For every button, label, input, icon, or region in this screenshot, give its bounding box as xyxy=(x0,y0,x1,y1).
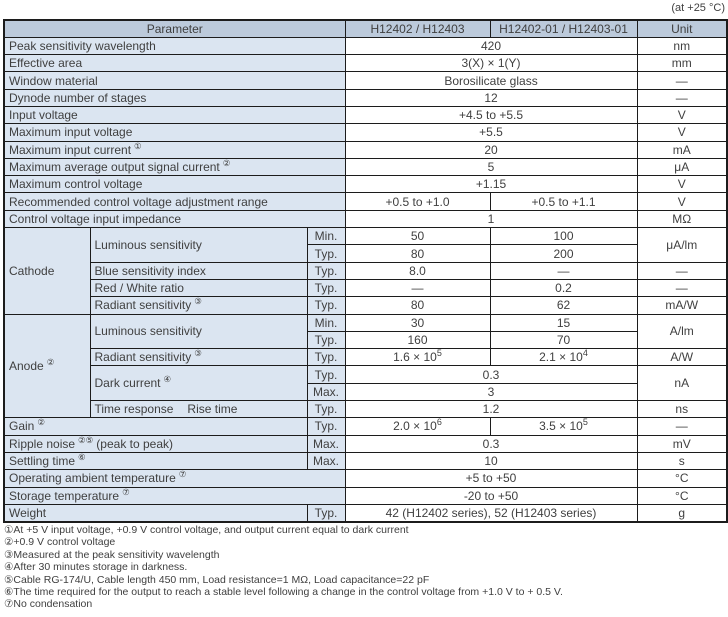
value-cell-model-b: $3.5 \times 10^5$ xyxy=(490,418,637,435)
condition-cell: Max. xyxy=(307,383,345,400)
value-cell-model-a: $1.6 \times 10^5$ xyxy=(345,349,490,366)
param-cell: Blue sensitivity index xyxy=(90,262,307,279)
param-cell: Recommended control voltage adjustment range xyxy=(4,193,345,210)
table-row xyxy=(4,37,727,54)
footnote-line: ⑥The time required for the output to reach a stable level following a change in the control voltage from +1.0 V to + 0.5 V. xyxy=(4,586,563,599)
param-cell: Luminous sensitivity xyxy=(90,228,307,263)
value-cell-model-a: +0.5 to +1.0 xyxy=(345,193,490,210)
param-cell: Weight xyxy=(4,504,307,521)
unit-cell: A/lm xyxy=(637,314,727,349)
unit-cell: — xyxy=(637,262,727,279)
value-cell-model-a: $2.0 \times 10^6$ xyxy=(345,418,490,435)
value-cell-model-b: — xyxy=(490,262,637,279)
footnote-ref: ③ xyxy=(194,296,202,307)
footnotes-block xyxy=(4,524,563,611)
table-row xyxy=(4,435,727,452)
unit-cell: nA xyxy=(637,366,727,401)
condition-cell: Typ. xyxy=(307,331,345,348)
footnote-ref: ② xyxy=(222,158,231,169)
condition-cell: Typ. xyxy=(307,418,345,435)
condition-cell: Typ. xyxy=(307,504,345,521)
value-cell: 10 xyxy=(345,452,637,469)
value-cell: 1.2 xyxy=(345,401,637,418)
unit-cell: V xyxy=(637,193,727,210)
condition-cell: Typ. xyxy=(307,297,345,314)
value-cell: 420 xyxy=(345,37,637,54)
unit-cell: V xyxy=(637,124,727,141)
value-cell: 5 xyxy=(345,158,637,175)
value-cell-model-b: 0.2 xyxy=(490,279,637,296)
value-cell-model-a: — xyxy=(345,279,490,296)
header-model-b: H12402-01 / H12403-01 xyxy=(490,20,637,37)
param-cell: Radiant sensitivity ③ xyxy=(90,349,307,366)
exponent: 4 xyxy=(582,348,588,359)
value-cell-model-b: 62 xyxy=(490,297,637,314)
condition-cell: Typ. xyxy=(307,349,345,366)
param-cell: Radiant sensitivity ③ xyxy=(90,297,307,314)
table-row xyxy=(4,279,727,296)
param-cell: Dark current ④ xyxy=(90,366,307,401)
footnote-ref: ⑥ xyxy=(78,452,86,463)
unit-cell: mV xyxy=(637,435,727,452)
value-cell: 20 xyxy=(345,141,637,158)
table-row xyxy=(4,158,727,175)
table-row xyxy=(4,228,727,245)
table-row xyxy=(4,314,727,331)
table-row xyxy=(4,106,727,123)
unit-cell: V xyxy=(637,176,727,193)
param-cell: Dynode number of stages xyxy=(4,89,345,106)
value-cell: 3(X) × 1(Y) xyxy=(345,55,637,72)
condition-cell: Min. xyxy=(307,228,345,245)
table-row xyxy=(4,349,727,366)
condition-cell: Typ. xyxy=(307,279,345,296)
param-cell: Maximum input current ① xyxy=(4,141,345,158)
table-row xyxy=(4,176,727,193)
param-cell: Settling time ⑥ xyxy=(4,452,307,469)
unit-cell: ns xyxy=(637,401,727,418)
unit-cell: — xyxy=(637,279,727,296)
table-row xyxy=(4,487,727,504)
param-cell: Gain ② xyxy=(4,418,307,435)
value-cell: +4.5 to +5.5 xyxy=(345,106,637,123)
table-row xyxy=(4,210,727,227)
footnote-ref: ⑦ xyxy=(122,487,130,497)
footnote-line: ③Measured at the peak sensitivity wavelength xyxy=(4,548,220,561)
table-row xyxy=(4,72,727,89)
param-cell: Ripple noise ②⑤ (peak to peak) xyxy=(4,435,307,452)
unit-cell: MΩ xyxy=(637,210,727,227)
exponent: 6 xyxy=(436,417,442,428)
footnote-ref: ③ xyxy=(194,348,202,359)
condition-cell: Typ. xyxy=(307,366,345,383)
table-row xyxy=(4,262,727,279)
value-cell-model-b: 15 xyxy=(490,314,637,331)
value-cell-model-a: 8.0 xyxy=(345,262,490,279)
value-cell-model-a: 160 xyxy=(345,331,490,348)
value-cell-model-b: $2.1 \times 10^4$ xyxy=(490,349,637,366)
value-cell: +5.5 xyxy=(345,124,637,141)
footnote-line: ⑦No condensation xyxy=(4,598,93,611)
table-row xyxy=(4,124,727,141)
header-unit: Unit xyxy=(637,20,727,37)
unit-cell: — xyxy=(637,89,727,106)
footnote-line: ⑤Cable RG-174/U, Cable length 450 mm, Load resistance=1 MΩ, Load capacitance=22 pF xyxy=(4,573,430,586)
unit-cell: g xyxy=(637,504,727,521)
value-cell: Borosilicate glass xyxy=(345,72,637,89)
value-cell: -20 to +50 xyxy=(345,487,637,504)
param-cell: Peak sensitivity wavelength xyxy=(4,37,345,54)
table-header-row xyxy=(4,20,727,37)
value-cell-model-a: 50 xyxy=(345,228,490,245)
table-row xyxy=(4,366,727,383)
specifications-table xyxy=(3,19,728,523)
param-cell: Effective area xyxy=(4,55,345,72)
header-parameter: Parameter xyxy=(4,20,345,37)
param-cell: Maximum input voltage xyxy=(4,124,345,141)
condition-cell: Typ. xyxy=(307,262,345,279)
table-row xyxy=(4,141,727,158)
value-cell: 42 (H12402 series), 52 (H12403 series) xyxy=(345,504,637,521)
param-cell: Maximum control voltage xyxy=(4,176,345,193)
unit-cell: μA/lm xyxy=(637,228,727,263)
table-row xyxy=(4,193,727,210)
footnote-ref: ① xyxy=(134,141,142,151)
group-cell-anode: Anode ② xyxy=(4,314,90,418)
value-cell: 1 xyxy=(345,210,637,227)
unit-cell: — xyxy=(637,418,727,435)
footnote-ref: ⑦ xyxy=(178,469,187,480)
value-cell-model-a: 30 xyxy=(345,314,490,331)
condition-cell: Max. xyxy=(307,452,345,469)
condition-cell: Min. xyxy=(307,314,345,331)
table-row xyxy=(4,504,727,521)
param-cell: Red / White ratio xyxy=(90,279,307,296)
header-model-a: H12402 / H12403 xyxy=(345,20,490,37)
value-cell-model-a: 80 xyxy=(345,297,490,314)
unit-cell: nm xyxy=(637,37,727,54)
value-cell: 0.3 xyxy=(345,435,637,452)
table-row xyxy=(4,401,727,418)
param-cell: Window material xyxy=(4,72,345,89)
condition-cell: Typ. xyxy=(307,401,345,418)
unit-cell: °C xyxy=(637,487,727,504)
table-row xyxy=(4,55,727,72)
value-cell-model-b: +0.5 to +1.1 xyxy=(490,193,637,210)
unit-cell: mA xyxy=(637,141,727,158)
footnote-ref: ② xyxy=(37,417,45,428)
param-cell: Operating ambient temperature ⑦ xyxy=(4,470,345,487)
unit-cell: μA xyxy=(637,158,727,175)
value-cell: 12 xyxy=(345,89,637,106)
value-cell: 0.3 xyxy=(345,366,637,383)
table-row xyxy=(4,89,727,106)
param-cell: Time response Rise time xyxy=(90,401,307,418)
unit-cell: — xyxy=(637,72,727,89)
param-cell: Input voltage xyxy=(4,106,345,123)
footnote-line: ①At +5 V input voltage, +0.9 V control voltage, and output current equal to dark current xyxy=(4,524,409,536)
value-cell: +5 to +50 xyxy=(345,470,637,487)
unit-cell: °C xyxy=(637,470,727,487)
value-cell-model-b: 70 xyxy=(490,331,637,348)
condition-cell: Typ. xyxy=(307,245,345,262)
table-row xyxy=(4,297,727,314)
value-cell: +1.15 xyxy=(345,176,637,193)
value-cell: 3 xyxy=(345,383,637,400)
temperature-condition-note: (at +25 °C) xyxy=(671,2,725,14)
table-row xyxy=(4,452,727,469)
param-cell: Control voltage input impedance xyxy=(4,210,345,227)
value-cell-model-b: 200 xyxy=(490,245,637,262)
param-cell: Luminous sensitivity xyxy=(90,314,307,349)
footnote-ref: ④ xyxy=(163,374,172,385)
exponent: 5 xyxy=(436,348,442,359)
footnote-line: ④After 30 minutes storage in darkness. xyxy=(4,561,188,574)
param-cell: Maximum average output signal current ② xyxy=(4,158,345,175)
group-cell-cathode: Cathode xyxy=(4,228,90,314)
footnote-ref: ② xyxy=(46,356,55,367)
unit-cell: s xyxy=(637,452,727,469)
footnote-ref: ②⑤ xyxy=(78,435,94,445)
table-row xyxy=(4,418,727,435)
value-cell-model-a: 80 xyxy=(345,245,490,262)
value-cell-model-b: 100 xyxy=(490,228,637,245)
table-row xyxy=(4,470,727,487)
unit-cell: mm xyxy=(637,55,727,72)
unit-cell: A/W xyxy=(637,349,727,366)
unit-cell: V xyxy=(637,106,727,123)
unit-cell: mA/W xyxy=(637,297,727,314)
footnote-line: ②+0.9 V control voltage xyxy=(4,536,116,549)
condition-cell: Max. xyxy=(307,435,345,452)
param-cell: Storage temperature ⑦ xyxy=(4,487,345,504)
exponent: 5 xyxy=(582,417,588,428)
